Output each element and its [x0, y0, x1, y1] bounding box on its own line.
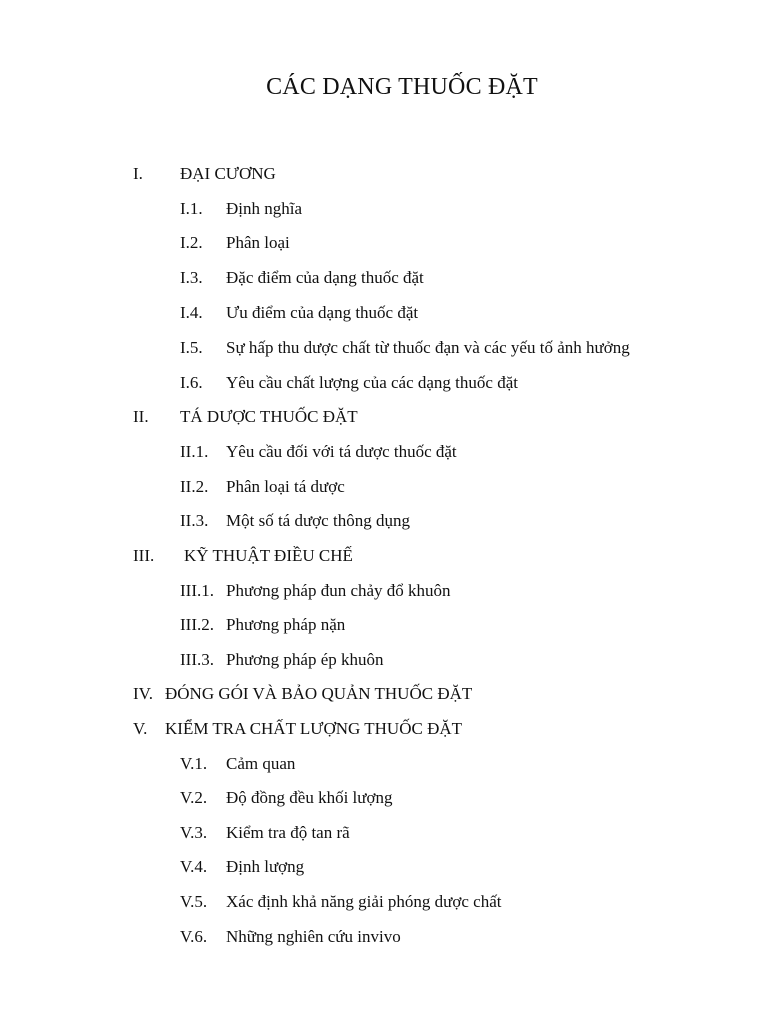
subsection-number: I.1.: [180, 199, 203, 218]
subsection-number: III.2.: [180, 615, 214, 634]
subsection-number: III.3.: [180, 650, 214, 669]
subsection-number: I.5.: [180, 338, 203, 357]
subsection-number: V.2.: [180, 788, 208, 807]
subsection-number: V.5.: [180, 892, 208, 911]
subsection-label: Độ đồng đều khối lượng: [226, 788, 393, 807]
section-number: V.: [133, 719, 148, 738]
section-number: IV.: [133, 684, 153, 703]
subsection-number: I.6.: [180, 373, 203, 392]
subsection-number: V.1.: [180, 754, 208, 773]
section-number: I.: [133, 164, 143, 183]
subsection-label: Phân loại: [226, 233, 290, 252]
subsection-label: Đặc điểm của dạng thuốc đặt: [226, 268, 424, 287]
subsection-number: II.2.: [180, 477, 209, 496]
section-label: TÁ DƯỢC THUỐC ĐẶT: [180, 407, 358, 426]
section-number: III.: [133, 546, 155, 565]
section-label: KIỂM TRA CHẤT LƯỢNG THUỐC ĐẶT: [165, 719, 463, 738]
subsection-label: Định lượng: [226, 857, 305, 876]
subsection-number: V.3.: [180, 823, 208, 842]
subsection-label: Phương pháp nặn: [226, 615, 346, 634]
section-label: ĐÓNG GÓI VÀ BẢO QUẢN THUỐC ĐẶT: [165, 684, 473, 703]
subsection-label: Sự hấp thu dược chất từ thuốc đạn và các yếu tố ảnh hưởng: [226, 338, 630, 357]
subsection-label: Cảm quan: [226, 754, 296, 773]
subsection-label: Phân loại tá dược: [226, 477, 345, 496]
subsection-number: V.6.: [180, 927, 208, 946]
subsection-number: I.2.: [180, 233, 203, 252]
subsection-label: Kiểm tra độ tan rã: [226, 823, 350, 842]
subsection-number: II.3.: [180, 511, 209, 530]
section-label: KỸ THUẬT ĐIỀU CHẾ: [184, 546, 353, 565]
subsection-label: Ưu điểm của dạng thuốc đặt: [226, 303, 419, 322]
subsection-label: Yêu cầu đối với tá dược thuốc đặt: [226, 442, 457, 461]
subsection-label: Định nghĩa: [226, 199, 303, 218]
subsection-number: V.4.: [180, 857, 208, 876]
subsection-label: Xác định khả năng giải phóng dược chất: [226, 892, 502, 911]
subsection-number: I.3.: [180, 268, 203, 287]
subsection-label: Phương pháp đun chảy đổ khuôn: [226, 581, 451, 600]
subsection-label: Yêu cầu chất lượng của các dạng thuốc đặt: [226, 373, 518, 392]
subsection-label: Phương pháp ép khuôn: [226, 650, 384, 669]
subsection-label: Một số tá dược thông dụng: [226, 511, 410, 530]
subsection-number: III.1.: [180, 581, 214, 600]
section-number: II.: [133, 407, 149, 426]
subsection-label: Những nghiên cứu invivo: [226, 927, 401, 946]
section-label: ĐẠI CƯƠNG: [180, 164, 276, 183]
subsection-number: II.1.: [180, 442, 209, 461]
page-title: CÁC DẠNG THUỐC ĐẶT: [266, 74, 538, 100]
subsection-number: I.4.: [180, 303, 203, 322]
